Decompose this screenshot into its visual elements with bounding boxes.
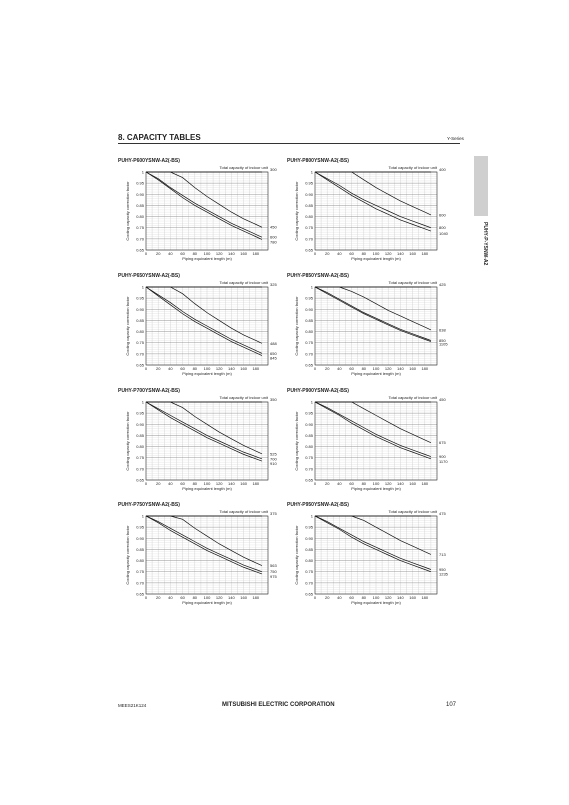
- chart-title: PUHY-P600YSNW-A2(-BS): [118, 158, 180, 164]
- chart-panel: [287, 502, 455, 616]
- y-tick-label: 0.95: [136, 524, 144, 530]
- y-tick-label: 0.95: [305, 295, 313, 301]
- y-tick-label: 0.65: [305, 591, 313, 597]
- y-tick-label: 0.75: [305, 340, 313, 346]
- series-line: [315, 172, 431, 215]
- series-end-label: 375: [270, 511, 277, 516]
- y-tick-label: 0.65: [136, 247, 144, 253]
- y-tick-label: 1: [141, 513, 144, 519]
- x-tick-label: 60: [349, 251, 354, 256]
- series-end-label: 950: [439, 566, 446, 572]
- legend-title: Total capacity of indoor unit: [219, 395, 268, 400]
- chart-title: PUHY-P850YSNW-A2(-BS): [287, 273, 349, 279]
- x-tick-label: 20: [324, 481, 330, 486]
- x-tick-label: 80: [361, 481, 367, 486]
- chart-panel: [118, 388, 286, 502]
- y-axis-label: Cooling capacity correction factor: [294, 296, 299, 356]
- y-tick-label: 0.75: [305, 569, 313, 575]
- x-axis-label: Piping equivalent length (m): [182, 371, 232, 376]
- legend-title: Total capacity of indoor unit: [388, 509, 437, 514]
- series-end-label: 700: [270, 456, 277, 462]
- x-tick-label: 180: [252, 481, 260, 486]
- x-tick-label: 80: [192, 251, 198, 256]
- series-line: [315, 287, 431, 330]
- y-tick-label: 0.65: [136, 362, 144, 368]
- y-tick-label: 1: [141, 284, 144, 290]
- series-line: [146, 516, 262, 572]
- chart-panel: [287, 158, 455, 272]
- x-tick-label: 100: [372, 251, 380, 256]
- legend-title: Total capacity of indoor unit: [388, 280, 437, 285]
- x-tick-label: 40: [168, 366, 173, 371]
- series-end-label: 600: [439, 212, 446, 218]
- x-tick-label: 180: [421, 251, 429, 256]
- series-end-label: 1235: [439, 571, 448, 577]
- x-tick-label: 80: [192, 595, 198, 600]
- x-tick-label: 0: [144, 595, 148, 600]
- x-tick-label: 20: [324, 595, 330, 600]
- y-tick-label: 0.85: [136, 317, 144, 323]
- y-tick-label: 1: [310, 169, 313, 175]
- x-tick-label: 40: [337, 366, 342, 371]
- legend-title: Total capacity of indoor unit: [219, 165, 268, 170]
- x-tick-label: 160: [240, 481, 247, 486]
- x-tick-label: 120: [215, 366, 223, 371]
- y-tick-label: 0.75: [305, 225, 313, 231]
- chart-title: PUHY-P750YSNW-A2(-BS): [118, 502, 180, 508]
- series-end-label: 600: [270, 234, 277, 240]
- x-tick-label: 100: [203, 251, 211, 256]
- x-tick-label: 180: [421, 366, 429, 371]
- x-tick-label: 40: [168, 251, 173, 256]
- legend-title: Total capacity of indoor unit: [388, 395, 437, 400]
- y-tick-label: 0.85: [305, 432, 313, 438]
- y-tick-label: 0.75: [136, 569, 144, 575]
- x-tick-label: 100: [203, 481, 211, 486]
- y-tick-label: 0.75: [136, 340, 144, 346]
- y-tick-label: 0.65: [136, 477, 144, 483]
- y-axis-label: Cooling capacity correction factor: [125, 411, 130, 471]
- x-tick-label: 180: [252, 251, 260, 256]
- y-tick-label: 0.90: [305, 421, 313, 427]
- x-axis-label: Piping equivalent length (m): [182, 600, 232, 605]
- y-axis-label: Cooling capacity correction factor: [294, 411, 299, 471]
- chart-panel: [287, 273, 455, 387]
- x-tick-label: 60: [180, 366, 185, 371]
- y-tick-label: 0.75: [136, 455, 144, 461]
- x-tick-label: 160: [240, 595, 247, 600]
- series-end-label: 400: [439, 167, 446, 172]
- x-tick-label: 180: [252, 366, 260, 371]
- x-tick-label: 140: [228, 251, 235, 256]
- series-line: [146, 287, 262, 353]
- series-end-label: 1040: [439, 231, 448, 237]
- x-tick-label: 160: [240, 251, 247, 256]
- series-end-label: 450: [439, 397, 446, 402]
- x-tick-label: 40: [337, 595, 342, 600]
- series-line: [146, 516, 262, 566]
- series-end-label: 910: [270, 461, 277, 467]
- chart-svg: [118, 388, 286, 502]
- y-tick-label: 0.70: [136, 236, 144, 242]
- x-tick-label: 0: [144, 251, 148, 256]
- x-tick-label: 80: [361, 251, 367, 256]
- y-tick-label: 0.65: [136, 591, 144, 597]
- series-end-label: 675: [439, 440, 446, 446]
- series-end-label: 488: [270, 340, 277, 346]
- x-tick-label: 20: [155, 251, 161, 256]
- y-tick-label: 0.70: [305, 351, 313, 357]
- series-end-label: 638: [439, 327, 446, 333]
- x-tick-label: 160: [240, 366, 247, 371]
- x-tick-label: 120: [215, 595, 223, 600]
- y-tick-label: 0.80: [305, 329, 313, 335]
- x-tick-label: 40: [337, 251, 342, 256]
- y-tick-label: 1: [310, 284, 313, 290]
- y-tick-label: 0.80: [305, 214, 313, 220]
- chart-svg: [287, 273, 455, 387]
- series-end-label: 900: [439, 454, 446, 460]
- y-tick-label: 0.70: [305, 236, 313, 242]
- y-tick-label: 0.85: [305, 202, 313, 208]
- x-tick-label: 120: [384, 481, 392, 486]
- side-tab-label: PUHY-P-YSNW-A2: [482, 222, 488, 266]
- chart-panel: [118, 273, 286, 387]
- y-axis-label: Cooling capacity correction factor: [125, 525, 130, 585]
- y-tick-label: 0.95: [136, 295, 144, 301]
- x-axis-label: Piping equivalent length (m): [351, 600, 401, 605]
- y-tick-label: 0.95: [136, 410, 144, 416]
- chart-title: PUHY-P900YSNW-A2(-BS): [287, 388, 349, 394]
- y-tick-label: 1: [141, 169, 144, 175]
- y-axis-label: Cooling capacity correction factor: [125, 181, 130, 241]
- chart-svg: [118, 158, 286, 272]
- x-axis-label: Piping equivalent length (m): [351, 256, 401, 261]
- y-tick-label: 0.75: [305, 455, 313, 461]
- y-tick-label: 0.70: [136, 466, 144, 472]
- series-line: [315, 172, 431, 228]
- series-end-label: 713: [439, 551, 446, 557]
- x-axis-label: Piping equivalent length (m): [182, 486, 232, 491]
- x-tick-label: 120: [215, 251, 223, 256]
- x-axis-label: Piping equivalent length (m): [351, 486, 401, 491]
- y-tick-label: 0.80: [136, 558, 144, 564]
- legend-title: Total capacity of indoor unit: [219, 509, 268, 514]
- series-end-label: 475: [439, 511, 446, 516]
- x-tick-label: 100: [372, 481, 380, 486]
- y-tick-label: 0.70: [305, 466, 313, 472]
- series-end-label: 780: [270, 239, 277, 245]
- series-end-label: 525: [270, 451, 277, 457]
- x-tick-label: 60: [349, 366, 354, 371]
- x-tick-label: 60: [349, 595, 354, 600]
- y-tick-label: 0.75: [136, 225, 144, 231]
- x-tick-label: 140: [228, 481, 235, 486]
- series-end-label: 1170: [439, 458, 448, 464]
- y-tick-label: 0.90: [305, 191, 313, 197]
- x-axis-label: Piping equivalent length (m): [182, 256, 232, 261]
- legend-title: Total capacity of indoor unit: [219, 280, 268, 285]
- y-tick-label: 0.90: [136, 421, 144, 427]
- page-number: 107: [446, 702, 457, 708]
- y-tick-label: 0.90: [136, 535, 144, 541]
- x-tick-label: 20: [155, 481, 161, 486]
- y-tick-label: 0.65: [305, 477, 313, 483]
- x-tick-label: 140: [397, 366, 404, 371]
- series-line: [315, 516, 431, 554]
- x-tick-label: 0: [313, 481, 317, 486]
- y-tick-label: 0.80: [136, 444, 144, 450]
- y-tick-label: 0.95: [305, 410, 313, 416]
- x-tick-label: 20: [324, 366, 330, 371]
- x-tick-label: 20: [324, 251, 330, 256]
- x-tick-label: 140: [228, 595, 235, 600]
- x-tick-label: 40: [168, 481, 173, 486]
- x-tick-label: 160: [409, 595, 416, 600]
- chart-svg: [118, 502, 286, 616]
- x-tick-label: 140: [397, 595, 404, 600]
- y-tick-label: 0.70: [305, 580, 313, 586]
- y-tick-label: 0.70: [136, 351, 144, 357]
- series-end-label: 1105: [439, 341, 448, 347]
- series-end-label: 300: [270, 167, 277, 172]
- series-line: [315, 402, 431, 457]
- x-tick-label: 180: [252, 595, 260, 600]
- series-line: [146, 402, 262, 454]
- x-tick-label: 180: [421, 481, 429, 486]
- y-tick-label: 0.65: [305, 247, 313, 253]
- y-tick-label: 0.85: [305, 546, 313, 552]
- series-end-label: 350: [270, 397, 277, 402]
- series-end-label: 850: [439, 337, 446, 343]
- x-tick-label: 0: [313, 595, 317, 600]
- x-tick-label: 140: [228, 366, 235, 371]
- x-tick-label: 160: [409, 251, 416, 256]
- y-axis-label: Cooling capacity correction factor: [294, 181, 299, 241]
- series-end-label: 845: [270, 355, 277, 361]
- x-tick-label: 40: [168, 595, 173, 600]
- y-tick-label: 0.80: [136, 214, 144, 220]
- page-title: 8. CAPACITY TABLES: [118, 133, 201, 142]
- y-tick-label: 0.85: [136, 432, 144, 438]
- series-end-label: 563: [270, 563, 277, 569]
- x-tick-label: 80: [361, 595, 367, 600]
- series-label: Y-Series: [447, 136, 464, 141]
- y-tick-label: 0.70: [136, 580, 144, 586]
- series-end-label: 650: [270, 350, 277, 356]
- series-end-label: 750: [270, 569, 277, 575]
- chart-title: PUHY-P800YSNW-A2(-BS): [287, 158, 349, 164]
- x-tick-label: 40: [337, 481, 342, 486]
- chart-title: PUHY-P700YSNW-A2(-BS): [118, 388, 180, 394]
- x-tick-label: 60: [180, 251, 185, 256]
- x-axis-label: Piping equivalent length (m): [351, 371, 401, 376]
- footer-brand: MITSUBISHI ELECTRIC CORPORATION: [222, 702, 335, 708]
- y-tick-label: 0.90: [136, 306, 144, 312]
- series-line: [146, 287, 262, 343]
- x-tick-label: 0: [313, 251, 317, 256]
- x-tick-label: 60: [180, 595, 185, 600]
- x-tick-label: 100: [372, 595, 380, 600]
- x-tick-label: 80: [192, 366, 198, 371]
- x-tick-label: 0: [144, 481, 148, 486]
- y-tick-label: 0.85: [136, 546, 144, 552]
- x-tick-label: 100: [203, 366, 211, 371]
- chart-title: PUHY-P650YSNW-A2(-BS): [118, 273, 180, 279]
- chart-svg: [287, 158, 455, 272]
- y-tick-label: 0.80: [305, 444, 313, 450]
- y-tick-label: 0.80: [305, 558, 313, 564]
- chart-panel: [118, 502, 286, 616]
- y-tick-label: 0.90: [136, 191, 144, 197]
- y-tick-label: 0.95: [305, 180, 313, 186]
- chart-svg: [287, 502, 455, 616]
- footer-code: MEES21K124: [118, 703, 147, 708]
- series-end-label: 800: [439, 225, 446, 231]
- x-tick-label: 160: [409, 481, 416, 486]
- y-tick-label: 1: [310, 399, 313, 405]
- x-tick-label: 100: [203, 595, 211, 600]
- x-tick-label: 120: [215, 481, 223, 486]
- chart-title: PUHY-P950YSNW-A2(-BS): [287, 502, 349, 508]
- x-tick-label: 180: [421, 595, 429, 600]
- x-tick-label: 140: [397, 251, 404, 256]
- x-tick-label: 0: [144, 366, 148, 371]
- series-end-label: 325: [270, 282, 277, 287]
- x-tick-label: 60: [349, 481, 354, 486]
- x-tick-label: 140: [397, 481, 404, 486]
- series-end-label: 425: [439, 282, 446, 287]
- x-tick-label: 80: [192, 481, 198, 486]
- y-tick-label: 0.85: [136, 202, 144, 208]
- chart-panel: [118, 158, 286, 272]
- x-tick-label: 80: [361, 366, 367, 371]
- y-tick-label: 0.95: [136, 180, 144, 186]
- y-tick-label: 0.80: [136, 329, 144, 335]
- x-tick-label: 100: [372, 366, 380, 371]
- x-tick-label: 120: [384, 251, 392, 256]
- y-tick-label: 0.90: [305, 306, 313, 312]
- x-tick-label: 60: [180, 481, 185, 486]
- y-axis-label: Cooling capacity correction factor: [125, 296, 130, 356]
- series-line: [146, 172, 262, 237]
- x-tick-label: 0: [313, 366, 317, 371]
- y-tick-label: 1: [310, 513, 313, 519]
- x-tick-label: 120: [384, 595, 392, 600]
- y-tick-label: 1: [141, 399, 144, 405]
- x-tick-label: 20: [155, 595, 161, 600]
- series-line: [315, 402, 431, 443]
- x-tick-label: 20: [155, 366, 161, 371]
- chart-svg: [118, 273, 286, 387]
- legend-title: Total capacity of indoor unit: [388, 165, 437, 170]
- y-tick-label: 0.65: [305, 362, 313, 368]
- series-end-label: 450: [270, 224, 277, 230]
- x-tick-label: 120: [384, 366, 392, 371]
- y-tick-label: 0.85: [305, 317, 313, 323]
- series-line: [146, 402, 262, 459]
- x-tick-label: 160: [409, 366, 416, 371]
- y-axis-label: Cooling capacity correction factor: [294, 525, 299, 585]
- y-tick-label: 0.90: [305, 535, 313, 541]
- chart-svg: [287, 388, 455, 502]
- chart-panel: [287, 388, 455, 502]
- y-tick-label: 0.95: [305, 524, 313, 530]
- series-end-label: 975: [270, 573, 277, 579]
